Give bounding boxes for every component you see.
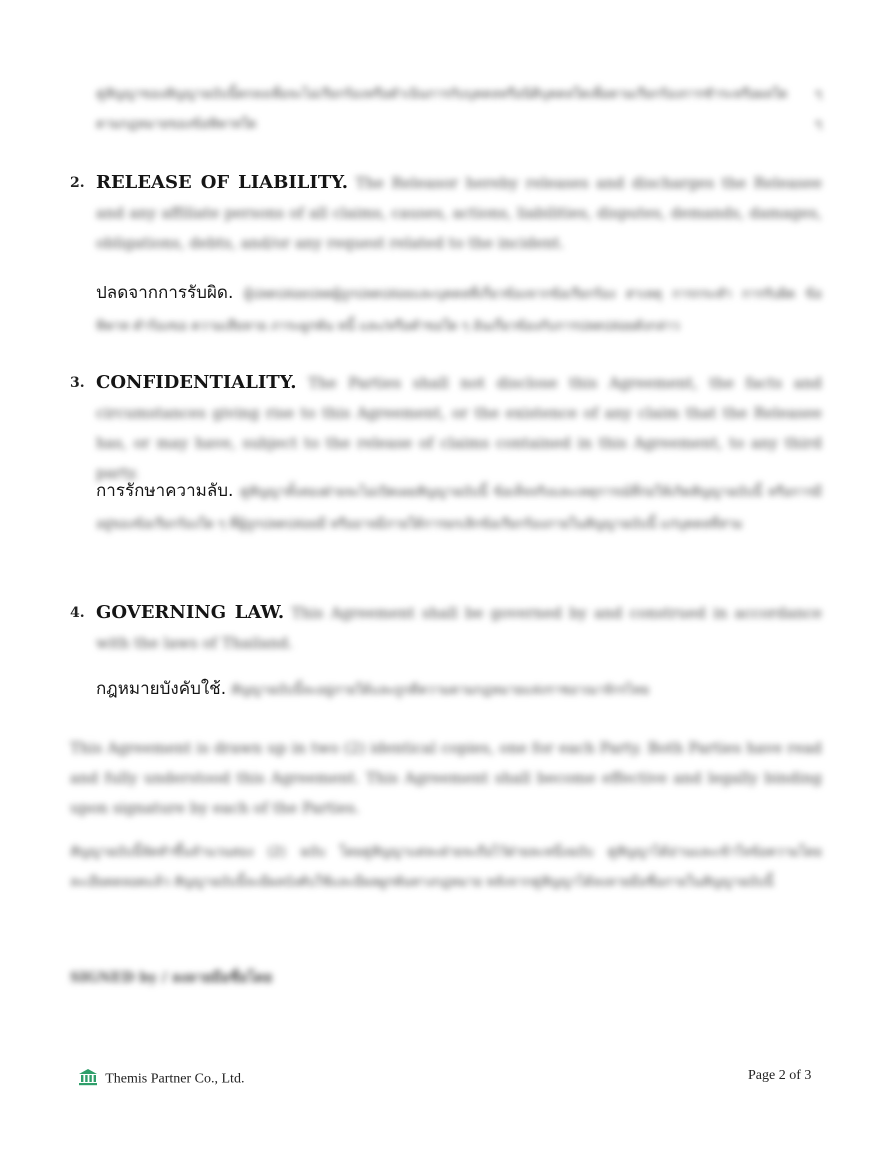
section-4-th xyxy=(96,674,822,706)
section-3-en xyxy=(96,368,822,488)
closing-th-text: สัญญาฉบับนี้จัดทำขึ้นจำนวนสอง (2) ฉบับ โดยคู่สัญญาแต่ละฝ่ายจะถือไว้ฝ่ายละหนึ่งฉบับ คู่สัญญาได้อ่านและเข้าใจข้อความโดยละเอียดตลอดแล้ว สัญญาฉบับนี้จะมีผลบังคับใช้และมีผลผูกพันทางกฎหมาย หลังจากคู่สัญญาได้ลงลายมือชื่อภายในสัญญาฉบับนี้ xyxy=(70,845,822,890)
section-4-th-text: สัญญาฉบับนี้จะอยู่ภายใต้และถูกตีความตามกฎหมายแห่งราชอาณาจักรไทย xyxy=(230,683,650,698)
signed-by-label xyxy=(70,963,470,993)
section-2-title-th: ปลดจากการรับผิด. xyxy=(96,283,234,303)
closing-en-paragraph xyxy=(70,733,822,823)
bank-building-icon xyxy=(78,1068,98,1091)
section-2-en-text: The Releasor hereby releases and discharges the Releasee and any affiliate persons of all claims, causes, actions, liabilities, disputes, demands, damages, obligations, debts, and/or any request related to the incident. xyxy=(96,174,822,252)
section-3-en-text: The Parties shall not disclose this Agreement, the facts and circumstances giving rise to this Agreement, or the existence of any claim that the Releasee has, or may have, subject to the release of claims contained in this Agreement, to any third party. xyxy=(96,374,822,482)
footer-page-number: Page 2 of 3 xyxy=(748,1068,812,1083)
section-3-title: CONFIDENTIALITY. xyxy=(96,372,297,393)
footer-company-name: Themis Partner Co., Ltd. xyxy=(105,1071,245,1087)
section-2-number: 2. xyxy=(70,175,85,191)
section-2-title: RELEASE OF LIABILITY. xyxy=(96,172,349,193)
section-3-title-th: การรักษาความลับ. xyxy=(96,481,234,501)
footer-company xyxy=(78,1068,244,1091)
section-3-th-text: คู่สัญญาทั้งสองฝ่ายจะไม่เปิดเผยสัญญาฉบับนี้ ข้อเท็จจริงและเหตุการณ์ที่ก่อให้เกิดสัญญาฉบับนี้ หรือการมีอยู่ของข้อเรียกร้องใด ๆ ที่ผู้ถูกปลดปล่อยมี หรืออาจมีภายใต้การยกเลิกข้อเรียกร้องภายในสัญญาฉบับนี้ แก่บุคคลที่สาม xyxy=(96,485,822,532)
section-3-number: 3. xyxy=(70,375,85,391)
intro-thai-paragraph xyxy=(96,80,822,140)
closing-en-text: This Agreement is drawn up in two (2) identical copies, one for each Party. Both Parties have read and fully understood this Agreement. This Agreement shall become effective and legally binding upon signature by each of the Parties. xyxy=(70,739,822,817)
section-4-title: GOVERNING LAW. xyxy=(96,602,285,623)
section-4-number: 4. xyxy=(70,605,85,621)
section-2-th xyxy=(96,278,822,342)
section-2-th-text: ผู้ปลดปล่อยปลดผู้ถูกปลดปล่อยและบุคคลที่เกี่ยวข้องจากข้อเรียกร้อง สาเหตุ การกระทำ การรับผิด ข้อพิพาท คำร้องขอ ความเสียหาย ภาระผูกพัน หนี้ และ/หรือคำขอใด ๆ อันเกี่ยวข้องกับการปลดปล่อยดังกล่าว xyxy=(96,287,822,334)
section-3-th xyxy=(96,476,822,540)
intro-thai-text: คู่สัญญาของสัญญาฉบับนี้ตกลงเพื่อจะไม่เรียกร้องหรือดำเนินการกับบุคคลหรือนิติบุคคลใดเพื่อตามเรียกร้องการชำระหรือผลใด ๆ ตามกฎหมายของข้อพิพาทใด ๆ xyxy=(96,87,822,132)
section-4-en xyxy=(96,598,822,658)
signed-by-text: SIGNED by / ลงลายมือชื่อโดย xyxy=(70,970,273,986)
section-4-en-text: This Agreement shall be governed by and construed in accordance with the laws of Thailand. xyxy=(96,604,823,652)
closing-th-paragraph xyxy=(70,838,822,898)
section-4-title-th: กฎหมายบังคับใช้. xyxy=(96,679,227,699)
section-2-en xyxy=(96,168,822,258)
